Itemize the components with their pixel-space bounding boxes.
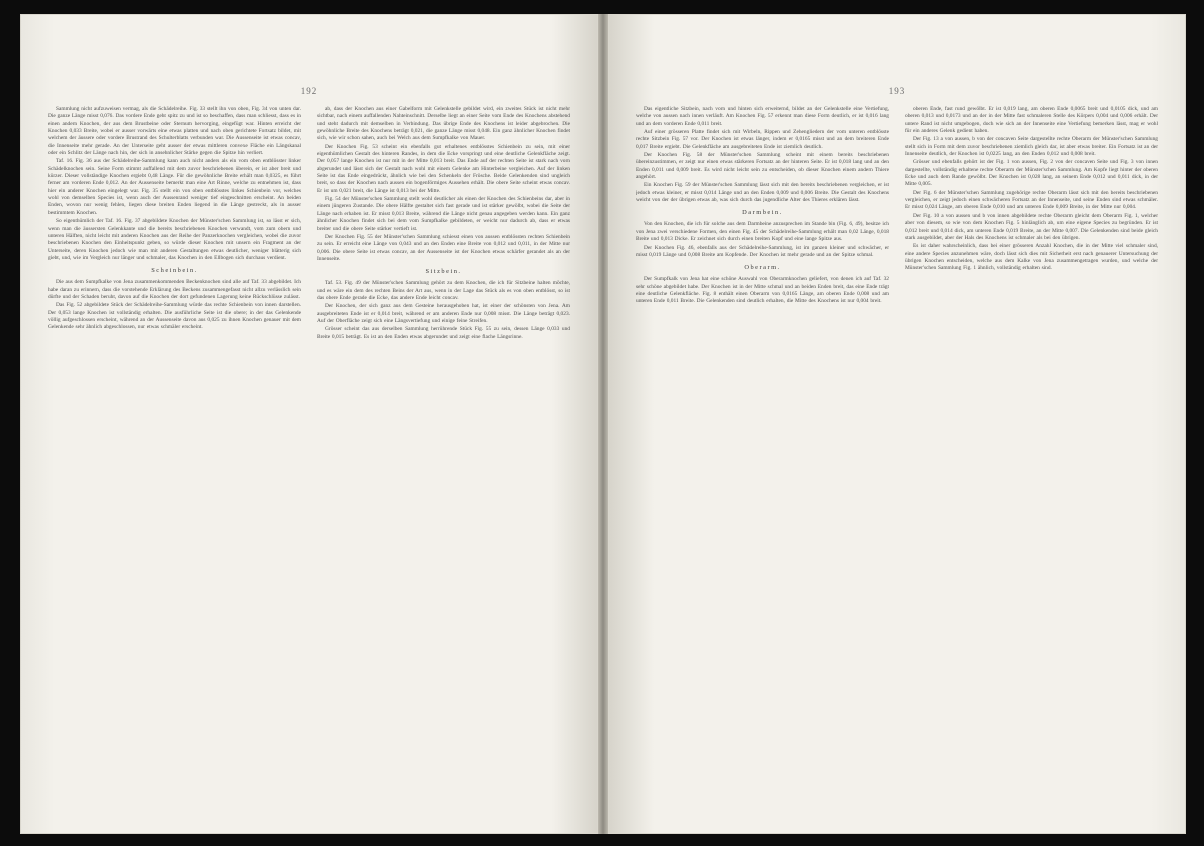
left-page-columns	[48, 106, 570, 794]
body-paragraph: Taf. 53. Fig. 49 der Münster'schen Sammlung gehört zu dem Knochen, die ich für Sitzbeine halten möchte, und es wäre ein dem des rechten Beins der Art aus, wenn in der Lage das Stück als es von oben entblösst, so ist das obere Ende gerade die Ecke, das andere Ende leicht concav.	[317, 280, 570, 301]
body-paragraph: ab, dass der Knochen aus einer Gabelform mit Gelenkstelle gebildet wird, ein zweites Stück ist nicht mehr sichtbar, nach einem auffallenden Nahteinschnitt. Derselbe liegt an einer Seite vom Ende des Knochens abstehend und steht dadurch mit demselben in Verbindung. Das übrige Ende des Knochens ist leider abgebrochen. Die gewöhnliche Breite des Knochens beträgt 0,021, die ganze Länge misst 0,048. Ein ganz ähnlicher Knochen findet sich, wie wir schon sahen, auch bei Welch aus dem Sumpfkalke von Mauer.	[317, 106, 570, 142]
body-paragraph: Der Fig. 6 der Münster'schen Sammlung zugehörige rechte Oberarm lässt sich mit den bereits beschriebenen vergleichen, er zeigt jedoch einen schwächeren Fortsatz an der Innenseite, und seine Enden sind etwas schmäler. Er misst 0,024 Länge, am oberen Ende 0,010 und am unteren Ende 0,009 Breite, in der Mitte nur 0,004.	[905, 189, 1158, 211]
body-paragraph: Taf. 16. Fig. 36 aus der Schädelreihe-Sammlung kann auch nicht anders als ein vom oben entblösster linker Schädelknochen sein. Seine Form stimmt auffallend mit dem zuvor beschriebenen überein, er ist aber breit und kürzer. Dieser vollständige Knochen ergiebt 0,48 Länge. Für die gewöhnliche Breite erhält man 0,0325, es führt ferner am vorderen Ende 0,012. An der Aussenseite bemerkt man eine Art Rinne, welche zu entnehmen ist, dass hier ein anderer Knochen eingelegt war. Fig. 35 stellt ein von oben entblösstes linkes Schienbein vor, welches wohl von demselben Species ist, wenn auch der Aussenrand weniger tief eingeschnitten erscheint. An beiden Enden, wovon nur wenig fehlen, liegen diese breiten Enden liegend in die Länge gestreckt, als in ausser bestimmtem Knochen.	[48, 158, 301, 216]
left-column-1	[48, 106, 301, 794]
body-paragraph: Der Fig. 10 a von aussen und b von innen abgebildete rechte Oberarm gleicht dem Oberarm Fig. 1, welcher aber von diesem, so wie von dem Knochen Fig. 5 hinlänglich ab, um eine eigene Species zu begründen. Er ist 0,012 breit und 0,014 dick, am unteren Ende 0,019 Breite, an der Mitte 0,007. Die Gelenkenden sind beide gleich stark ausgebildet, aber der Hals des Knochens ist schmaler als bei den übrigen.	[905, 212, 1158, 241]
body-paragraph: Der Fig. 13 a von aussen, b von der concaven Seite dargestellte rechte Oberarm der Münster'schen Sammlung stellt sich in Form mit dem zuvor beschriebenen ziemlich gleich dar, ist aber etwas breiter. Ein Fortsatz ist an der Innenseite deutlich, der Knochen ist 0,0225 lang, an den Enden 0,012 und 0,008 breit.	[905, 136, 1158, 158]
body-paragraph: Der Knochen Fig. 58 der Münster'schen Sammlung scheint mit einem bereits beschriebenen übereinzustimmen, er zeigt nur einen etwas stärkeren Fortsatz an der hinteren Seite. Er ist 0,018 lang und an den Enden 0,011 und 0,009 breit. Es wird nicht leicht sein zu entscheiden, ob dieser Knochen einem andern Thiere angehört.	[636, 152, 889, 181]
body-paragraph: Der Sumpfkalk von Jena hat eine schöne Auswahl von Oberarmknochen geliefert, von denen ich auf Taf. 32 sehr schöne abgebildet habe. Der Knochen ist in der Mitte schmal und an beiden Enden breit, das eine Ende trägt eine deutliche Gelenkfläche. Fig. 8 enthält einen Oberarm von 0,0165 Länge, am oberen Ende 0,008 und am unteren Ende 0,011 Breite. Die Gelenkenden sind deutlich erhalten, die Mitte des Knochens ist nur 0,004 breit.	[636, 276, 889, 305]
body-paragraph: Auf einer grösseren Platte findet sich mit Wirbeln, Rippen und Zehengliedern der vom unteren entblösste rechte Sitzbein Fig. 57 vor. Der Knochen ist etwas länger, indem er 0,0165 misst und an dem breiteren Ende 0,017 Breite ergiebt. Die Gelenkfläche am ausgebreiteten Ende ist ziemlich deutlich.	[636, 129, 889, 150]
body-paragraph: Ein Knochen Fig. 59 der Münster'schen Sammlung lässt sich mit den bereits beschriebenen vergleichen, er ist jedoch etwas kleiner, er misst 0,014 Länge und an den Enden 0,009 und 0,006 Breite. Die Gestalt des Knochens weicht von der der übrigen etwas ab, was sich durch das jugendliche Alter des Thieres erklären lässt.	[636, 182, 889, 204]
right-page-number: 193	[888, 86, 906, 96]
body-paragraph: Grösser scheint das aus derselben Sammlung herrührende Stück Fig. 55 zu sein, dessen Länge 0,033 und Breite 0,015 beträgt. Es ist an den Enden etwas abgerundet und zeigt eine flache Längsrinne.	[317, 326, 570, 340]
body-paragraph: Der Knochen Fig. 53 scheint ein ebenfalls gut erhaltenes entblösstes Schienbein zu sein, mit einer eigenthümlichen Gestalt des hinteren Randes, in dem die Ecke vorspringt und eine deutliche Gelenkfläche zeigt. Der 0,057 lange Knochen ist nur mit in der Mitte 0,013 breit. Das Ende auf der rechten Seite ist stark nach vorn abgerundet und lässt sich der Gestalt nach wohl mit einem Gelenke am Hinterbeine vergleichen. Auf der linken Seite ist das Ende eingedrückt, ähnlich wie bei den Schenkeln der Frösche. Beide Gelenkenden sind ungleich breit, so dass der Knochen nach aussen ein bogenförmiges Aussehen erhält. Die obere Seite scheint etwas concav. Er ist um 0,021 breit, die Länge ist 0,013 bei der Mitte.	[317, 143, 570, 194]
section-heading: Sitzbein.	[425, 268, 462, 276]
body-paragraph: Von den Knochen, die ich für solche aus dem Darmbeine anzusprechen im Stande bin (Fig. 6, 49), besitze ich von Jena zwei verschiedene Formen, den einen Fig. 45 der Schädelreihe-Sammlung erhält man 0,02 Länge, 0,018 Breite und 0,013 Dicke. Er zeichnet sich durch einen breiten Kopf und eine lange Spitze aus.	[636, 221, 889, 243]
left-page-number: 192	[300, 86, 318, 96]
section-heading: Darmbein.	[742, 209, 783, 217]
right-column-2	[905, 106, 1158, 794]
body-paragraph: So eigenthümlich der Taf. 16. Fig. 37 abgebildete Knochen der Münster'schen Sammlung ist, so lässt er sich, wenn man die äussersten Gelenkkante und die bereits beschriebenen Knochen verwandt, vom zum obern und unteren Hälften, nicht leicht mit anderen Knochen aus der Reihe der Panzerknochen vergleichen, wobei die zuvor beschriebenen Knochen den Einheitspunkt geben, so würde dieser Knochen mit unsern ein Fragment an der Unterseite, deren Knochen jedoch wie man mit anderen Gestaltungen etwas deutlicher, weniger blätterig sich giebt, und, wie im Vergleich nur länger und schmaler, das Knochen in den Ellbogen sich durchaus verdient.	[48, 218, 301, 261]
body-paragraph: Grösser und ebenfalls gehört ist der Fig. 1 von aussen, Fig. 2 von der concaven Seite und Fig. 3 von innen dargestellte, vollständig erhaltene rechte Oberarm der Münster'schen Sammlung. Am Kopfe liegt hinter der oberen Ecke und auch dem Rande gewölbt. Der Knochen ist 0,028 lang, an seinem Ende 0,012 und 0,011 dick, in der Mitte 0,005.	[905, 159, 1158, 188]
body-paragraph: Das eigentliche Sitzbein, nach vorn und hinten sich erweiternd, bildet an der Gelenkstelle eine Vertiefung, welche von aussen nach innen verläuft. Am Knochen Fig. 57 erkennt man diese Form deutlich, er ist 0,016 lang und an dem vorderen Ende 0,011 breit.	[636, 106, 889, 127]
section-heading: Scheinbein.	[151, 267, 198, 275]
book-gutter	[598, 14, 608, 834]
right-page-columns	[636, 106, 1158, 794]
body-paragraph: Der Knochen Fig. 55 der Münster'schen Sammlung schiesst einen von aussen entblössten rechten Schienbein zu sein. Er erreicht eine Länge von 0,043 und an den Enden eine Breite von 0,012 und 0,011, in der Mitte nur 0,006. Die obere Seite ist etwas concav, an der Aussenseite ist der Knochen etwas schärfer gerandet als an der Innenseite.	[317, 233, 570, 262]
body-paragraph: Sammlung nicht aufzuweisen vermag, als die Schädelreihe. Fig. 33 stellt ihn von oben, Fig. 34 von unten dar. Die ganze Länge misst 0,076. Das vordere Ende geht spitz zu und ist so beschaffen, dass man schliesst, dass es in einen andern Knochen, der aus dem Brustbeine oder Sternum hervorging, eingefügt war. Hinten erreicht der Knochen 0,033 Breite, wobei er ausser vorwärts eine etwas platten und nach oben gerichtete Fortsatz bildet, mit welchem der äussere oder vordere Brustrand des Schulterblatts verbunden war. Die Aussenseite ist etwas concav, die Innenseite mehr gerade. An der Unterseite geht ausser der etwas mittleren convexe Fläche ein Längskanal oder ein Schlitz der Länge nach hin, der sich in ansehnlicher Stärke gegen die Spitze hin verliert.	[48, 106, 301, 157]
section-heading: Oberarm.	[744, 264, 781, 272]
body-paragraph: Fig. 54 der Münster'schen Sammlung stellt wohl deutlicher als einen der Knochen des Schienbeins dar, aber in einem jüngeren Zustande. Die obere Hälfte gestaltet sich fast gerade und ist stärker gewölbt, wobei die Seite der Länge nach erhaben ist. Er misst 0,013 Breite, während die Länge nicht genau angegeben werden kann. Ein ganz ähnlicher Knochen findet sich bei dem vom Sumpfkalke gebildeten, er weicht nur dadurch ab, dass er etwas breiter und die obere Seite stärker vertieft ist.	[317, 196, 570, 232]
book-spread	[20, 14, 1186, 834]
left-column-2	[317, 106, 570, 794]
body-paragraph: Der Knochen, der sich ganz aus dem Gesteine herausgehoben hat, ist einer der schönsten von Jena. Am ausgebreiteten Ende ist er 0,014 breit, während er am anderen Ende nur 0,008 misst. Die Länge beträgt 0,023. Auf der Oberfläche zeigt sich eine Längsvertiefung und einige feine Streifen.	[317, 303, 570, 324]
right-column-1	[636, 106, 889, 794]
body-paragraph: Die aus dem Sumpfkalke von Jena zusammenkommenden Beckenknochen sind alle auf Taf. 33 abgebildet. Ich habe daran zu erinnern, dass die vorstehende Erklärung des Beckens zusammengefasst nicht allzu verlässlich sein dürfte und der Schaden beruht, davon auf die Knochen der dort gefundenen Lagerung keine Rückschlüsse zulässt.	[48, 279, 301, 300]
body-paragraph: Es ist daher wahrscheinlich, dass bei einer grösseren Anzahl Knochen, die in der Mitte viel schmaler sind, eine andere Species anzunehmen wäre, doch lässt sich dies mit Sicherheit erst nach genauerer Untersuchung der übrigen Knochen entscheiden, welche aus dem Kalke von Jena zusammengetragen wurden, und welche der Münster'schen Sammlung Fig. 1 ähnlich, vollständig erhalten sind.	[905, 243, 1158, 272]
right-page	[608, 14, 1186, 834]
body-paragraph: Der Knochen Fig. 46, ebenfalls aus der Schädelreihe-Sammlung, ist im ganzen kleiner und schwächer, er misst 0,019 Länge und 0,008 Breite am Kopfende. Der Knochen ist mehr gerade und an der Spitze schmal.	[636, 244, 889, 258]
left-page	[20, 14, 598, 834]
body-paragraph: oberen Ende, fast rund gewölbt. Er ist 0,019 lang, am oberen Ende 0,0065 breit und 0,0105 dick, und am oberen 0,013 und 0,0173 und an der in der Mitte fast schmaleren Stelle des Körpers 0,004 und 0,006 erhält. Der untere Rand ist nicht umgebogen, doch wie sich an der Innenseite eine Vertiefung bemerken lässt, mag er wohl für ein anderes Gelenk gedient haben.	[905, 106, 1158, 135]
body-paragraph: Das Fig. 52 abgebildete Stück der Schädelreihe-Sammlung würde das rechte Schienbein von innen darstellen. Der 0,053 lange Knochen ist vollständig erhalten. Die ausführliche Seite ist die obere; in der das Gelenkende völlig aufgeschlossen erscheint, während an der Aussenseite davon aus 0,025 zu ihnen Knochen genauer mit dem Gelenkende sehr ähnlich abgeschlossen, nur etwas schmäler erscheint.	[48, 302, 301, 331]
